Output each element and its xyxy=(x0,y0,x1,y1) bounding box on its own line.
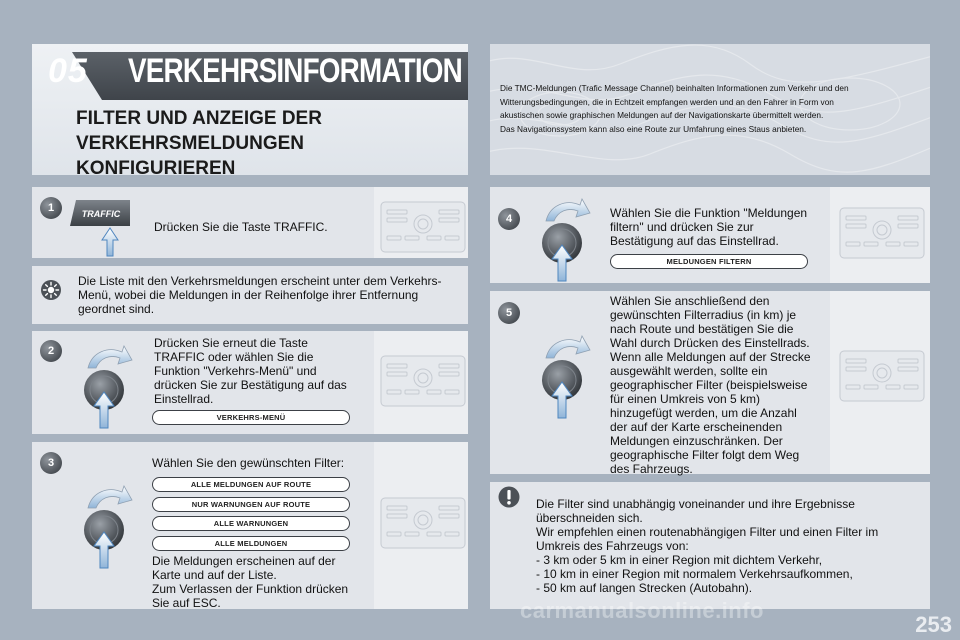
intro-line: Die TMC-Meldungen (Trafic Message Channel) beinhalten Informationen zum Verkehr und den xyxy=(500,83,849,93)
step-2-line: Einstellrad. xyxy=(154,392,214,406)
step-5-line: hinzugefügt werden, um die Anzahl xyxy=(610,406,797,420)
step-5-line: des Fahrzeugs. xyxy=(610,462,693,476)
step-2-text xyxy=(154,336,354,406)
step-3-text: Wählen Sie den gewünschten Filter: xyxy=(152,456,345,470)
radio-unit-icon xyxy=(838,345,926,407)
tip-text xyxy=(78,274,464,316)
filter-option-alle-meldungen[interactable]: ALLE MELDUNGEN xyxy=(152,536,350,551)
intro-line: akustischen sowie graphischen Meldungen auf der Navigationskarte übermittelt werden. xyxy=(500,110,824,120)
tip-line: Die Liste mit den Verkehrsmeldungen erscheint unter dem Verkehrs- xyxy=(78,274,442,288)
step-5-line: Wenn alle Meldungen auf der Strecke xyxy=(610,350,811,364)
filter-option-alle-meldungen-auf-route[interactable]: ALLE MELDUNGEN AUF ROUTE xyxy=(152,477,350,492)
section-title-line: FILTER UND ANZEIGE DER xyxy=(76,108,322,129)
traffic-button-label: TRAFFIC xyxy=(81,209,121,219)
step-2-line: drücken Sie zur Bestätigung auf das xyxy=(154,378,347,392)
warning-line: überschneiden sich. xyxy=(536,511,643,525)
step-4-line: Wählen Sie die Funktion "Meldungen xyxy=(610,206,808,220)
step-5-line: nach Route und bestätigen Sie die xyxy=(610,322,794,336)
step-5-line: der auf der Karte erscheinenden xyxy=(610,420,783,434)
rotary-knob-press-icon xyxy=(78,340,142,430)
radio-unit-icon xyxy=(838,202,926,264)
watermark: carmanualsonline.info xyxy=(520,598,764,623)
step-4-text xyxy=(610,206,830,248)
warning-text xyxy=(536,497,922,595)
chapter-number: 05 xyxy=(48,52,88,90)
step-4-number: 4 xyxy=(498,208,520,230)
intro-line: Witterungsbedingungen, die in Echtzeit empfangen werden und an den Fahrer in Form von xyxy=(500,96,834,107)
step-3-after-line: Die Meldungen erscheinen auf der xyxy=(152,554,336,568)
step-5-number: 5 xyxy=(498,302,520,324)
step-3-after-line: Karte und auf der Liste. xyxy=(152,568,277,582)
rotary-knob-press-icon xyxy=(536,330,600,420)
page-number: 253 xyxy=(915,612,952,637)
tip-line: Menü, wobei die Meldungen in der Reihenfolge ihrer Entfernung xyxy=(78,288,419,302)
chapter-title: VERKEHRSINFORMATION xyxy=(128,52,462,90)
step-3-after-text xyxy=(152,554,366,610)
warning-line: - 10 km in einer Region mit normalem Verkehrsaufkommen, xyxy=(536,567,853,581)
step-1-number: 1 xyxy=(40,197,62,219)
step-2-number: 2 xyxy=(40,340,62,362)
step-5-line: ausgewählt werden, sollte ein xyxy=(610,364,768,378)
step-2-line: Funktion "Verkehrs-Menü" und xyxy=(154,364,317,378)
rotary-knob-press-icon xyxy=(536,193,600,283)
traffic-button-press-icon xyxy=(70,196,132,258)
step-2-line: Drücken Sie erneut die Taste xyxy=(154,336,308,350)
radio-unit-icon xyxy=(379,492,467,554)
sun-tip-icon xyxy=(40,279,62,301)
step-3-after-line: Zum Verlassen der Funktion drücken xyxy=(152,582,349,596)
step-3-number: 3 xyxy=(40,452,62,474)
step-4-line: filtern" und drücken Sie zur xyxy=(610,220,754,234)
warning-line: Die Filter sind unabhängig voneinander und ihre Ergebnisse xyxy=(536,497,855,511)
step-5-line: Meldungen einzuschränken. Der xyxy=(610,434,783,448)
section-title-line: KONFIGURIEREN xyxy=(76,158,236,179)
menu-item-meldungen-filtern[interactable]: MELDUNGEN FILTERN xyxy=(610,254,808,269)
intro-text xyxy=(500,82,920,136)
filter-option-nur-warnungen-auf-route[interactable]: NUR WARNUNGEN AUF ROUTE xyxy=(152,497,350,512)
section-title-line: VERKEHRSMELDUNGEN xyxy=(76,133,305,154)
warning-line: - 3 km oder 5 km in einer Region mit dichtem Verkehr, xyxy=(536,553,823,567)
section-title xyxy=(76,106,456,181)
radio-unit-icon xyxy=(379,196,467,258)
exclamation-warning-icon xyxy=(498,486,520,508)
warning-line: - 50 km auf langen Strecken (Autobahn). xyxy=(536,581,753,595)
menu-item-verkehrs-menu[interactable]: VERKEHRS-MENÜ xyxy=(152,410,350,425)
step-2-line: TRAFFIC oder wählen Sie die xyxy=(154,350,314,364)
warning-line: Wir empfehlen einen routenabhängigen Filter und einen Filter im xyxy=(536,525,879,539)
step-5-line: Wählen Sie anschließend den xyxy=(610,294,770,308)
step-5-line: geographische Filter folgt dem Weg xyxy=(610,448,800,462)
tip-line: geordnet sind. xyxy=(78,302,155,316)
step-3-after-line: Sie auf ESC. xyxy=(152,596,221,610)
step-5-line: gewünschten Filterradius (in km) je xyxy=(610,308,797,322)
intro-line: Das Navigationssystem kann also eine Route zur Umfahrung eines Staus anbieten. xyxy=(500,123,807,134)
warning-line: Umkreis des Fahrzeugs von: xyxy=(536,539,689,553)
step-4-line: Bestätigung auf das Einstellrad. xyxy=(610,234,779,248)
filter-option-alle-warnungen[interactable]: ALLE WARNUNGEN xyxy=(152,516,350,531)
step-5-line: Wahl durch Drücken des Einstellrads. xyxy=(610,336,810,350)
step-5-line: geographischer Filter (beispielsweise xyxy=(610,378,808,392)
step-1-text: Drücken Sie die Taste TRAFFIC. xyxy=(154,220,328,234)
step-5-line: für einen Umkreis von 5 km) xyxy=(610,392,761,406)
rotary-knob-press-icon xyxy=(78,480,142,570)
radio-unit-icon xyxy=(379,350,467,412)
step-5-text xyxy=(610,294,836,476)
